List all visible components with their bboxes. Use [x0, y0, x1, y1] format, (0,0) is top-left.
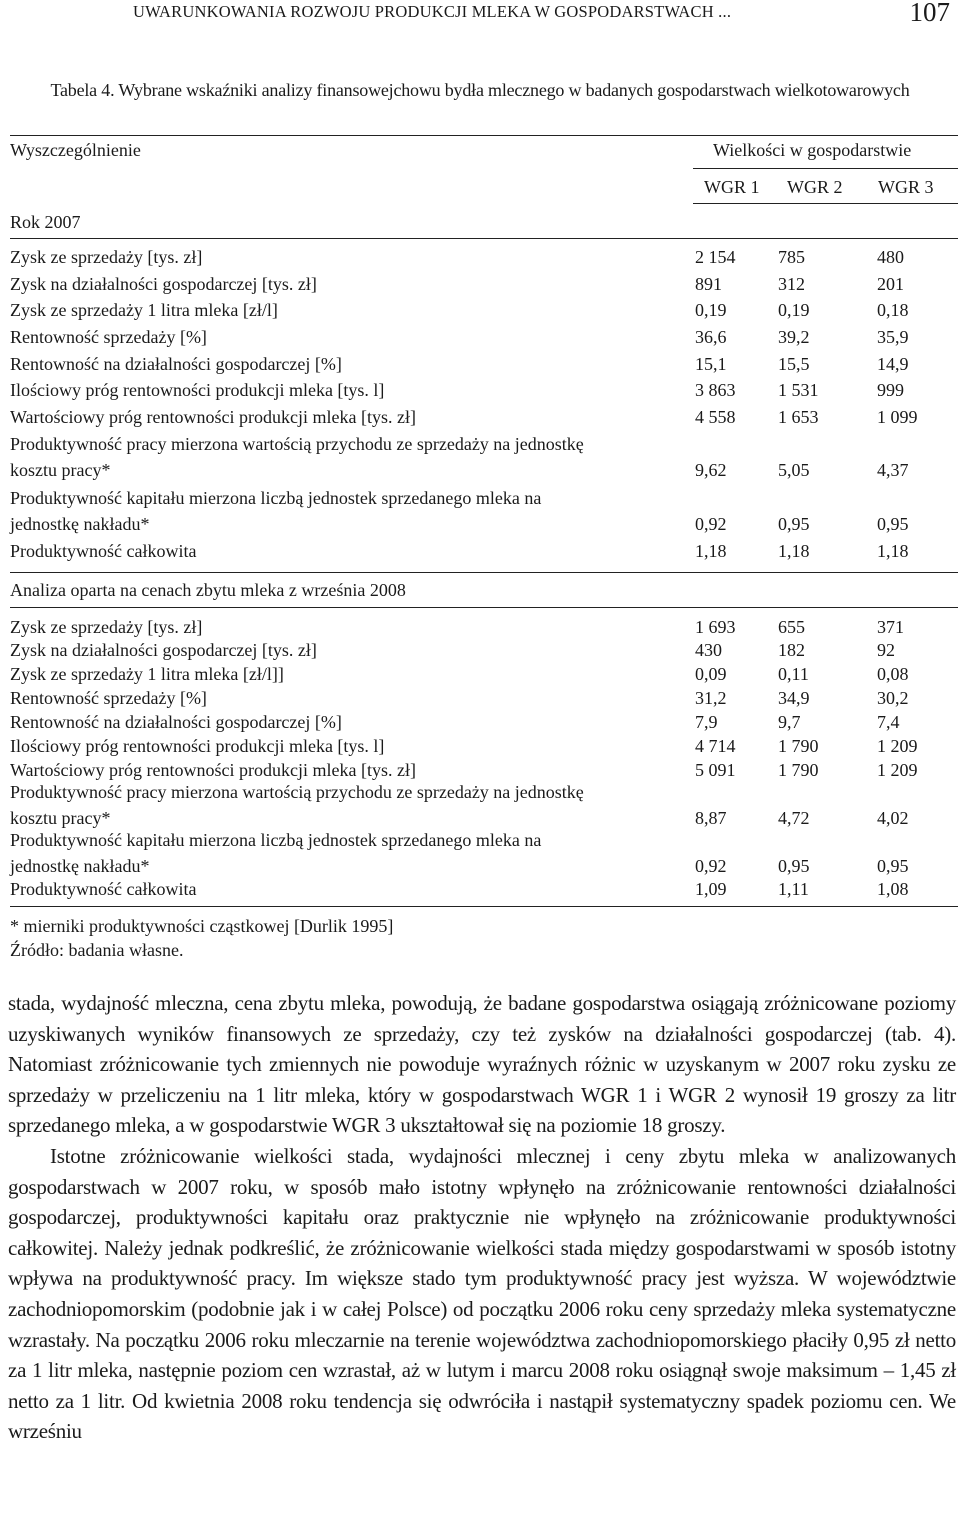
table-cell-wgr2: 0,19: [778, 300, 810, 320]
table-cell-wgr1: 3 863: [695, 380, 736, 400]
table-cell-wgr1: 5 091: [695, 760, 736, 780]
table-row-label: jednostkę nakładu*: [10, 514, 150, 534]
table-row-label: Zysk ze sprzedaży 1 litra mleka [zł/l]: [10, 300, 278, 320]
table-cell-wgr2: 182: [778, 640, 805, 660]
table-row-label: Ilościowy próg rentowności produkcji mleka [tys. l]: [10, 736, 385, 756]
table-cell-wgr2: 0,95: [778, 514, 810, 534]
table-cell-wgr2: 1 531: [778, 380, 819, 400]
table-cell-wgr3: 0,95: [877, 514, 909, 534]
running-title: UWARUNKOWANIA ROZWOJU PRODUKCJI MLEKA W GOSPODARSTWACH ...: [133, 2, 732, 21]
table-row-label-line1: Produktywność pracy mierzona wartością przychodu ze sprzedaży na jednostkę: [10, 782, 584, 802]
table-cell-wgr1: 891: [695, 274, 722, 294]
table-cell-wgr3: 999: [877, 380, 904, 400]
table-row-label: Ilościowy próg rentowności produkcji mleka [tys. l]: [10, 380, 385, 400]
col-header-wgr1: WGR 1: [704, 177, 760, 197]
table-cell-wgr1: 9,62: [695, 460, 727, 480]
table-top-rule: [10, 135, 958, 136]
table-row-label: Zysk ze sprzedaży [tys. zł]: [10, 247, 203, 267]
table-row-label-line1: Produktywność pracy mierzona wartością przychodu ze sprzedaży na jednostkę: [10, 434, 584, 454]
table-cell-wgr1: 0,92: [695, 856, 727, 876]
table-cell-wgr3: 1 209: [877, 760, 918, 780]
table-cell-wgr1: 8,87: [695, 808, 727, 828]
footnote-asterisk: * mierniki produktywności cząstkowej [Durlik 1995]: [10, 916, 394, 936]
body-text: [8, 988, 956, 1447]
table-cell-wgr1: 1,18: [695, 541, 727, 561]
table-cell-wgr2: 39,2: [778, 327, 810, 347]
table-cell-wgr3: 1,08: [877, 879, 909, 899]
table-row-label: kosztu pracy*: [10, 808, 111, 828]
col-group-header: Wielkości w gospodarstwie: [713, 140, 912, 160]
table-cell-wgr3: 4,37: [877, 460, 909, 480]
table-cell-wgr1: 15,1: [695, 354, 727, 374]
table-cell-wgr1: 4 714: [695, 736, 736, 756]
table-cell-wgr2: 4,72: [778, 808, 810, 828]
table-cell-wgr2: 785: [778, 247, 805, 267]
table-cell-wgr2: 9,7: [778, 712, 801, 732]
table-row-label: Rentowność sprzedaży [%]: [10, 327, 207, 347]
col-header-rule: [693, 203, 958, 204]
table-cell-wgr2: 0,11: [778, 664, 809, 684]
table-cell-wgr3: 1 099: [877, 407, 918, 427]
table-row-label: Produktywność całkowita: [10, 879, 197, 899]
table-cell-wgr1: 430: [695, 640, 722, 660]
table-cell-wgr2: 1 653: [778, 407, 819, 427]
table-cell-wgr2: 5,05: [778, 460, 810, 480]
table-cell-wgr3: 0,95: [877, 856, 909, 876]
table-cell-wgr3: 30,2: [877, 688, 909, 708]
table-row-label: Zysk na działalności gospodarczej [tys. zł]: [10, 274, 317, 294]
table-row-label: Rentowność na działalności gospodarczej [%]: [10, 712, 342, 732]
running-header: [0, 0, 960, 40]
year-label: Rok 2007: [10, 212, 81, 232]
table-cell-wgr2: 1 790: [778, 736, 819, 756]
table-cell-wgr1: 0,19: [695, 300, 727, 320]
table-cell-wgr1: 0,92: [695, 514, 727, 534]
table-cell-wgr2: 34,9: [778, 688, 810, 708]
table-row-label: jednostkę nakładu*: [10, 856, 150, 876]
col-header-wgr3: WGR 3: [878, 177, 934, 197]
table-cell-wgr3: 1 209: [877, 736, 918, 756]
footnote-source: Źródło: badania własne.: [10, 940, 184, 960]
table-cell-wgr2: 1 790: [778, 760, 819, 780]
table-cell-wgr1: 1,09: [695, 879, 727, 899]
table-cell-wgr3: 92: [877, 640, 895, 660]
table-row-label: Wartościowy próg rentowności produkcji mleka [tys. zł]: [10, 760, 416, 780]
table-cell-wgr3: 35,9: [877, 327, 909, 347]
table-cell-wgr2: 655: [778, 617, 805, 637]
table-cell-wgr2: 15,5: [778, 354, 810, 374]
table-cell-wgr3: 201: [877, 274, 904, 294]
table-cell-wgr2: 1,11: [778, 879, 809, 899]
table-bottom-rule: [10, 906, 958, 907]
table-cell-wgr3: 0,18: [877, 300, 909, 320]
paragraph: Istotne zróżnicowanie wielkości stada, wydajności mlecznej i ceny zbytu mleka w analizowanych gospodarstwach w 2007 roku, w sposób mało istotny wpłynęło na zróżnicowanie rentowności działalności gospodarczej, produktywności kapitału oraz praktycznie nie wpłynęło na zróżnicowanie produktywności całkowitej. Należy jednak podkreślić, że zróżnicowanie wielkości stada między gospodarstwami w sposób istotny wpływa na produktywność pracy. Im większe stado tym produktywność pracy jest wyższa. W województwie zachodniopomorskim (podobnie jak i w całej Polsce) od początku 2006 roku ceny sprzedaży mleka systematyczne wzrastały. Na początku 2006 roku mleczarnie na terenie województwa zachodniopomorskiego płaciły 0,95 zł netto za 1 litr mleka, następnie poziom cen wzrastał, aż w lutym i marcu 2008 roku osiągnął swoje maksimum – 1,45 zł netto za 1 litr. Od kwietnia 2008 roku tendencja się odwróciła i nastąpił systematyczny spadek poziomu cen. We wrześniu: [8, 1143, 956, 1444]
table-row-label: Rentowność na działalności gospodarczej [%]: [10, 354, 342, 374]
table-cell-wgr3: 0,08: [877, 664, 909, 684]
paragraph: stada, wydajność mleczna, cena zbytu mleka, powodują, że badane gospodarstwa osiągają zróżnicowane poziomy uzyskiwanych wyników finansowych ze sprzedaży, czy też zysków na działalności gospodarczej (tab. 4). Natomiast zróżnicowanie tych zmiennych nie powoduje wyraźnych różnic w uzyskanym w 2007 roku zysku ze sprzedaży w przeliczeniu na 1 litr mleka, który w gospodarstwach WGR 1 i WGR 2 wynosił 19 groszy za litr sprzedanego mleka, a w gospodarstwie WGR 3 ukształtował się na poziomie 18 groszy.: [8, 991, 956, 1138]
table-cell-wgr3: 7,4: [877, 712, 900, 732]
table-cell-wgr1: 1 693: [695, 617, 736, 637]
table-cell-wgr3: 4,02: [877, 808, 909, 828]
table-cell-wgr1: 7,9: [695, 712, 718, 732]
table-row-label: Rentowność sprzedaży [%]: [10, 688, 207, 708]
table-row-label-line1: Produktywność kapitału mierzona liczbą jednostek sprzedanego mleka na: [10, 488, 542, 508]
table-row-label-line1: Produktywność kapitału mierzona liczbą jednostek sprzedanego mleka na: [10, 830, 542, 850]
table-cell-wgr1: 4 558: [695, 407, 736, 427]
table-cell-wgr1: 31,2: [695, 688, 727, 708]
col-header-wgr2: WGR 2: [787, 177, 843, 197]
table-row-label: Produktywność całkowita: [10, 541, 197, 561]
col-group-rule: [693, 168, 958, 169]
col-header-left: Wyszczególnienie: [10, 140, 141, 160]
table-cell-wgr3: 14,9: [877, 354, 909, 374]
table-cell-wgr2: 312: [778, 274, 805, 294]
table-row-label: kosztu pracy*: [10, 460, 111, 480]
section2-title: Analiza oparta na cenach zbytu mleka z września 2008: [10, 580, 406, 600]
table-row-label: Zysk ze sprzedaży [tys. zł]: [10, 617, 203, 637]
table-row-label: Zysk ze sprzedaży 1 litra mleka [zł/l]]: [10, 664, 284, 684]
table-cell-wgr2: 1,18: [778, 541, 810, 561]
table-cell-wgr1: 2 154: [695, 247, 736, 267]
table-cell-wgr3: 371: [877, 617, 904, 637]
section-divider-rule: [10, 572, 958, 573]
table-cell-wgr1: 36,6: [695, 327, 727, 347]
table-cell-wgr3: 480: [877, 247, 904, 267]
table-cell-wgr1: 0,09: [695, 664, 727, 684]
table-row-label: Zysk na działalności gospodarczej [tys. zł]: [10, 640, 317, 660]
section2-rule: [10, 607, 958, 608]
data-table: [10, 135, 958, 965]
table-row-label: Wartościowy próg rentowności produkcji mleka [tys. zł]: [10, 407, 416, 427]
table-cell-wgr2: 0,95: [778, 856, 810, 876]
table-caption: Tabela 4. Wybrane wskaźniki analizy finansowejchowu bydła mlecznego w badanych gospodarstwach wielkotowarowych: [50, 80, 910, 100]
page-number: 107: [909, 0, 950, 27]
year-rule: [10, 238, 958, 239]
table-cell-wgr3: 1,18: [877, 541, 909, 561]
